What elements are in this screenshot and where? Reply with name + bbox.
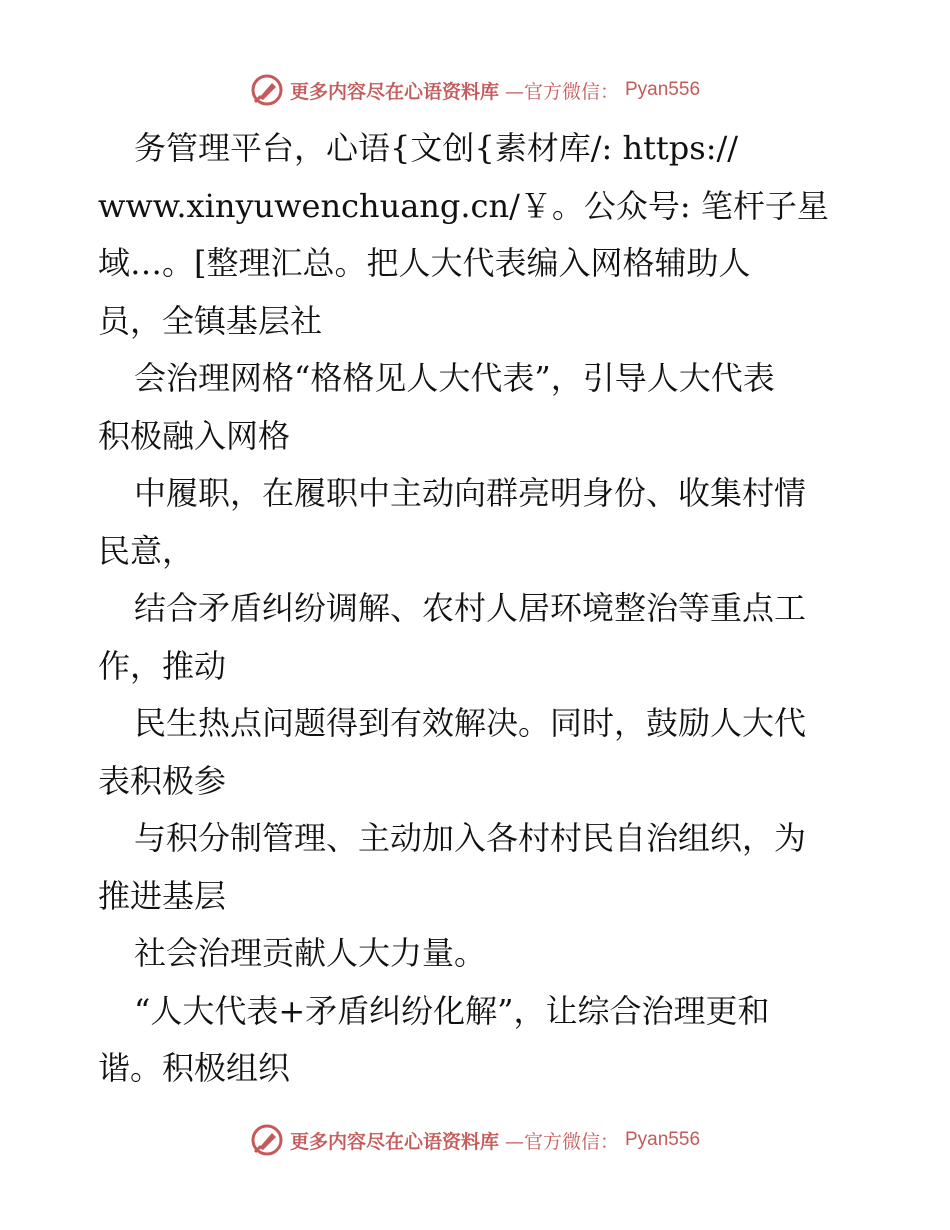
banner-brand-text: 更多内容尽在心语资料库 xyxy=(289,1130,499,1153)
header-banner xyxy=(0,70,950,110)
banner-brand-text: 更多内容尽在心语资料库 xyxy=(289,80,499,103)
banner-separator-text: —官方微信： xyxy=(504,80,619,103)
body-line: “人大代表+矛盾纠纷化解”，让综合治理更和 xyxy=(134,991,770,1030)
body-line: 作，推动 xyxy=(98,646,227,685)
body-line: 务管理平台，心语{文创{素材库/: https:// xyxy=(134,129,739,167)
body-line: 中履职，在履职中主动向群亮明身份、收集村情 xyxy=(134,474,807,512)
body-line: www.xinyuwenchuang.cn/￥。公众号: 笔杆子星 xyxy=(98,186,829,225)
footer-banner xyxy=(0,1120,950,1160)
pen-nib-logo-icon xyxy=(250,73,284,107)
body-line: 员，全镇基层社 xyxy=(98,301,323,340)
document-body xyxy=(98,120,858,1098)
body-line: 域…。[整理汇总。把人大代表编入网格辅助人 xyxy=(98,244,751,282)
banner-account-text: Pyan556 xyxy=(625,79,701,100)
pen-nib-logo-icon xyxy=(250,1123,284,1157)
body-line: 推进基层 xyxy=(98,876,227,915)
body-line: 与积分制管理、主动加入各村村民自治组织，为 xyxy=(134,819,807,857)
banner-account-text: Pyan556 xyxy=(625,1129,701,1150)
body-line: 民生热点问题得到有效解决。同时，鼓励人大代 xyxy=(134,704,807,742)
banner-separator-text: —官方微信： xyxy=(504,1130,619,1153)
body-line: 会治理网格“格格见人大代表”，引导人大代表 xyxy=(134,359,775,397)
body-line: 社会治理贡献人大力量。 xyxy=(134,934,487,972)
body-line: 民意， xyxy=(98,531,195,570)
body-line: 表积极参 xyxy=(98,761,227,800)
body-line: 积极融入网格 xyxy=(98,416,291,455)
body-line: 谐。积极组织 xyxy=(98,1049,291,1087)
body-line: 结合矛盾纠纷调解、农村人居环境整治等重点工 xyxy=(134,589,807,627)
